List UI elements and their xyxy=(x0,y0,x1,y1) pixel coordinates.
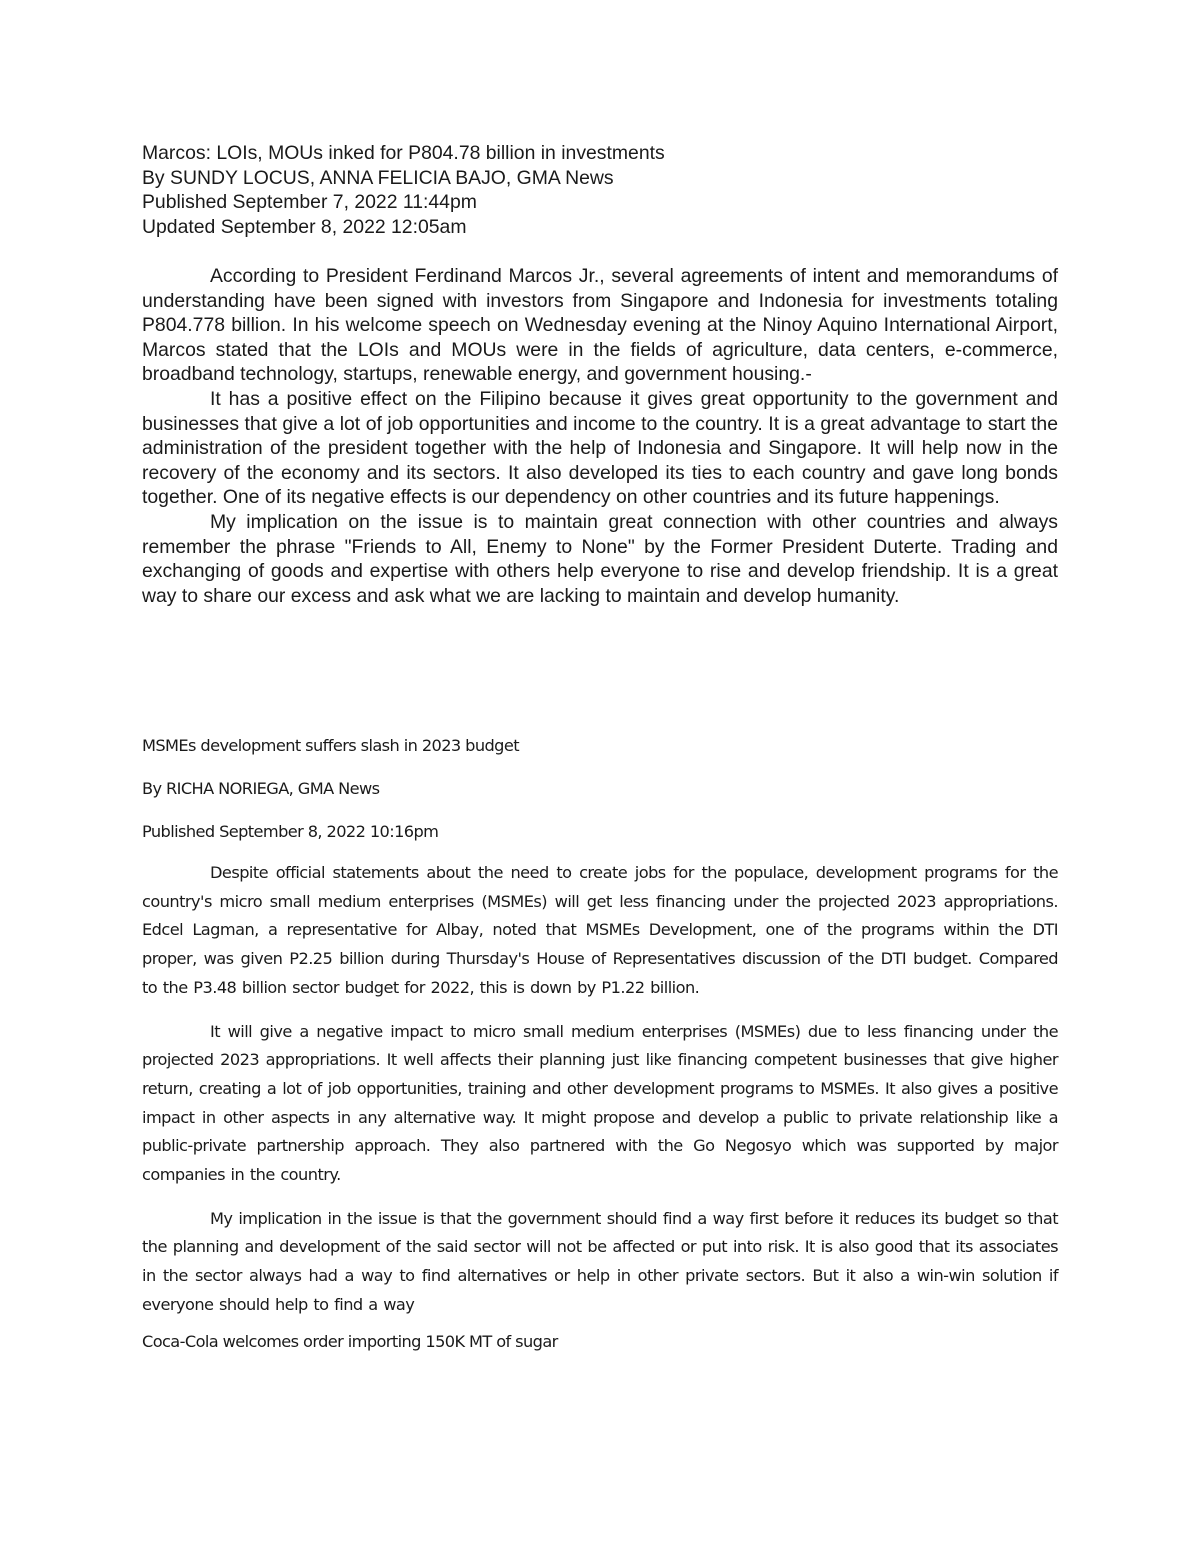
article-paragraph: My implication on the issue is to maintain great connection with other countries and always remember the phrase "Friends to All, Enemy to None" by the Former President Duterte. Trading and exchanging of goods and expertise with others help everyone to rise and develop friendship. It is a great way to share our excess and ask what we are lacking to maintain and develop humanity. xyxy=(142,510,1058,607)
article-paragraph: According to President Ferdinand Marcos Jr., several agreements of intent and memorandums of understanding have been signed with investors from Singapore and Indonesia for investments totaling P804.778 billion. In his welcome speech on Wednesday evening at the Ninoy Aquino International Airport, Marcos stated that the LOIs and MOUs were in the fields of agriculture, data centers, e-commerce, broadband technology, startups, renewable energy, and government housing.- xyxy=(142,264,1058,386)
published-date: Published September 8, 2022 10:16pm xyxy=(142,822,439,841)
updated-date: Updated September 8, 2022 12:05am xyxy=(142,215,467,238)
article-paragraph: My implication in the issue is that the government should find a way first before it reduces its budget so that the planning and development of the said sector will not be affected or put into risk. It is also good that its associates in the sector always had a way to find alternatives or help in other private sectors. But it also a win-win solution if everyone should help to find a way xyxy=(142,1208,1058,1314)
article-paragraph: It will give a negative impact to micro small medium enterprises (MSMEs) due to less financing under the projected 2023 appropriations. It well affects their planning just like financing competent businesses that give higher return, creating a lot of job opportunities, training and other development programs to MSMEs. It also gives a positive impact in other aspects in any alternative way. It might propose and develop a public to private relationship like a public-private partnership approach. They also partnered with the Go Negosyo which was supported by major companies in the country. xyxy=(142,1021,1058,1185)
article-marcos-investments xyxy=(142,141,1058,608)
article-paragraph: It has a positive effect on the Filipino because it gives great opportunity to the government and businesses that give a lot of job opportunities and income to the country. It is a great advantage to start the administration of the president together with the help of Indonesia and Singapore. It will help now in the recovery of the economy and its sectors. It also developed its ties to each country and gave long bonds together. One of its negative effects is our dependency on other countries and its future happenings. xyxy=(142,387,1058,509)
article-msmes-budget xyxy=(142,734,1058,1354)
article-title: MSMEs development suffers slash in 2023 budget xyxy=(142,736,519,755)
article-title: Marcos: LOIs, MOUs inked for P804.78 billion in investments xyxy=(142,142,665,164)
next-article-title: Coca-Cola welcomes order importing 150K MT of sugar xyxy=(142,1331,558,1351)
published-date: Published September 7, 2022 11:44pm xyxy=(142,191,477,214)
article-byline: By SUNDY LOCUS, ANNA FELICIA BAJO, GMA News xyxy=(142,166,614,189)
spacer xyxy=(142,239,1058,264)
article-byline: By RICHA NORIEGA, GMA News xyxy=(142,779,380,798)
article-paragraph: Despite official statements about the need to create jobs for the populace, development programs for the country's micro small medium enterprises (MSMEs) will get less financing under the projected 2023 appropriations. Edcel Lagman, a representative for Albay, noted that MSMEs Development, one of the programs within the DTI proper, was given P2.25 billion during Thursday's House of Representatives discussion of the DTI budget. Compared to the P3.48 billion sector budget for 2022, this is down by P1.22 billion. xyxy=(142,863,1058,997)
